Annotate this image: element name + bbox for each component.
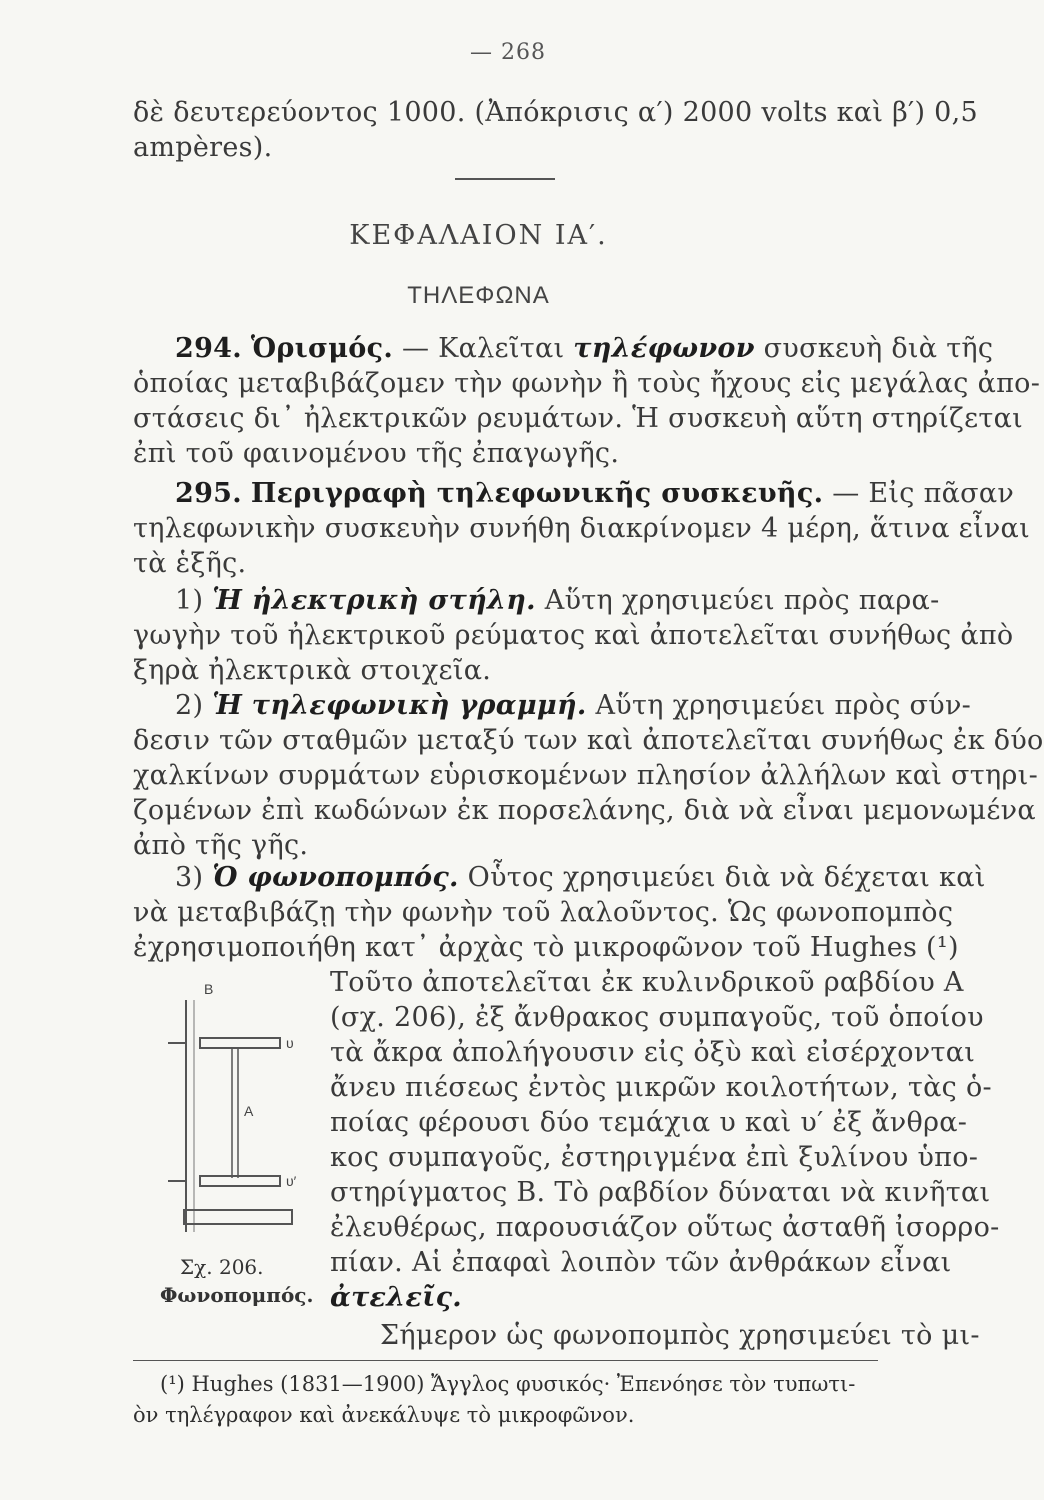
item-3-right-5: ποίας φέρουσι δύο τεμάχια υ καὶ υ′ ἐξ ἄνθρα- <box>330 1107 968 1138</box>
figure-label-b: B <box>204 981 214 997</box>
item-3-line-3: ἐχρησιμοποιήθη κατ᾽ ἀρχὰς τὸ μικροφῶνον τοῦ Hughes (¹) <box>133 932 959 963</box>
item-3-line-1: 3) Ὁ φωνοπομπός. Οὗτος χρησιμεύει διὰ νὰ δέχεται καὶ <box>175 862 986 893</box>
item-3-right-10: ἀτελεῖς. <box>330 1282 463 1313</box>
chapter-title: ΚΕΦΑΛΑΙΟΝ ΙΑ′. <box>349 220 608 251</box>
section-number: 295. <box>175 478 242 509</box>
item-3-right-7: στηρίγματος Β. Τὸ ραβδίον δύναται νὰ κινῆται <box>330 1177 991 1208</box>
figure-label-u-prime: υ′ <box>286 1173 297 1189</box>
microphone-diagram <box>160 980 310 1250</box>
footnote-line-2: ὸν τηλέγραφον καὶ ἀνεκάλυψε τὸ μικροφῶνον. <box>133 1403 635 1427</box>
term-telephone: τηλέφωνον <box>573 333 755 364</box>
paragraph-295-line-3: τὰ ἑξῆς. <box>133 548 247 579</box>
section-number: 294. <box>175 333 242 364</box>
item-2-line-2: δεσιν τῶν σταθμῶν μεταξύ των καὶ ἀποτελεῖται συνήθως ἐκ δύο <box>133 725 1044 756</box>
paragraph-295-line-1: 295. Περιγραφὴ τηλεφωνικῆς συσκευῆς. — Εἰς πᾶσαν <box>175 478 1015 509</box>
paragraph-294-line-3: στάσεις δι᾽ ἠλεκτρικῶν ρευμάτων. Ἡ συσκευὴ αὕτη στηρίζεται <box>133 403 1024 434</box>
chapter-subtitle: ΤΗΛΕΦΩΝΑ <box>407 282 550 309</box>
item-2-line-3: χαλκίνων συρμάτων εὑρισκομένων πλησίον ἀλλήλων καὶ στηρι- <box>133 760 1038 791</box>
item-2-line-1: 2) Ἡ τηλεφωνικὴ γραμμή. Αὕτη χρησιμεύει πρὸς σύν- <box>175 690 972 721</box>
item-heading: Ἡ ἠλεκτρικὴ στήλη. <box>212 585 536 616</box>
item-3-line-2: νὰ μεταβιβάζῃ τὴν φωνὴν τοῦ λαλοῦντος. Ὡς φωνοπομπὸς <box>133 897 954 928</box>
item-1-line-1: 1) Ἡ ἠλεκτρικὴ στήλη. Αὕτη χρησιμεύει πρὸς παρα- <box>175 585 940 616</box>
footnote-divider <box>133 1360 878 1361</box>
item-3-right-2: (σχ. 206), ἐξ ἄνθρακος συμπαγοῦς, τοῦ ὁποίου <box>330 1002 984 1033</box>
figure-label-u: υ <box>286 1035 294 1051</box>
upper-carbon-block <box>200 1038 280 1048</box>
paragraph-294-line-2: ὁποίας μεταβιβάζομεν τὴν φωνὴν ἢ τοὺς ἤχους εἰς μεγάλας ἀπο- <box>133 368 1041 399</box>
section-heading: Ὁρισμός. <box>250 333 394 364</box>
item-1-line-3: ξηρὰ ἠλεκτρικὰ στοιχεῖα. <box>133 655 492 686</box>
item-heading: Ὁ φωνοπομπός. <box>212 862 459 893</box>
item-3-right-3: τὰ ἄκρα ἀπολήγουσιν εἰς ὀξὺ καὶ εἰσέρχονται <box>330 1037 976 1068</box>
item-3-right-8: ἐλευθέρως, παρουσιάζον οὕτως ἀσταθῆ ἰσορρο- <box>330 1212 1000 1243</box>
figure-label-a: A <box>244 1103 254 1119</box>
lower-carbon-block <box>200 1176 280 1186</box>
intro-line-2: ampères). <box>133 132 273 163</box>
wooden-base <box>184 1210 292 1224</box>
figure-206-microphone <box>160 980 310 1250</box>
paragraph-294-line-1: 294. Ὁρισμός. — Καλεῖται τηλέφωνον συσκευὴ διὰ τῆς <box>175 333 994 364</box>
section-divider <box>455 178 555 180</box>
footnote-line-1: (¹) Hughes (1831—1900) Ἄγγλος φυσικός· Ἐπενόησε τὸν τυπωτι- <box>160 1372 856 1396</box>
page-number: — 268 <box>470 40 546 65</box>
item-3-right-4: ἄνευ πιέσεως ἐντὸς μικρῶν κοιλοτήτων, τὰς ὁ- <box>330 1072 992 1103</box>
intro-line-1: δὲ δευτερεύοντος 1000. (Ἀπόκρισις α′) 2000 volts καὶ β′) 0,5 <box>133 97 978 128</box>
item-3-right-9: πίαν. Αἱ ἐπαφαὶ λοιπὸν τῶν ἀνθράκων εἶναι <box>330 1247 952 1278</box>
item-3-last-line: Σήμερον ὡς φωνοπομπὸς χρησιμεύει τὸ μι- <box>380 1320 980 1351</box>
item-1-line-2: γωγὴν τοῦ ἠλεκτρικοῦ ρεύματος καὶ ἀποτελεῖται συνήθως ἀπὸ <box>133 620 1014 651</box>
figure-caption-number: Σχ. 206. <box>180 1255 264 1279</box>
item-3-right-1: Τοῦτο ἀποτελεῖται ἐκ κυλινδρικοῦ ραβδίου Α <box>330 967 964 998</box>
item-3-right-6: κος συμπαγοῦς, ἐστηριγμένα ἐπὶ ξυλίνου ὑπο- <box>330 1142 979 1173</box>
figure-caption-name: Φωνοπομπός. <box>160 1283 314 1307</box>
item-2-line-4: ζομένων ἐπὶ κωδώνων ἐκ πορσελάνης, διὰ νὰ εἶναι μεμονωμένα <box>133 795 1036 826</box>
item-heading: Ἡ τηλεφωνικὴ γραμμή. <box>212 690 587 721</box>
paragraph-294-line-4: ἐπὶ τοῦ φαινομένου τῆς ἐπαγωγῆς. <box>133 438 620 469</box>
item-2-line-5: ἀπὸ τῆς γῆς. <box>133 830 309 861</box>
paragraph-295-line-2: τηλεφωνικὴν συσκευὴν συνήθη διακρίνομεν 4 μέρη, ἅτινα εἶναι <box>133 513 1030 544</box>
section-heading: Περιγραφὴ τηλεφωνικῆς συσκευῆς. <box>250 478 824 509</box>
